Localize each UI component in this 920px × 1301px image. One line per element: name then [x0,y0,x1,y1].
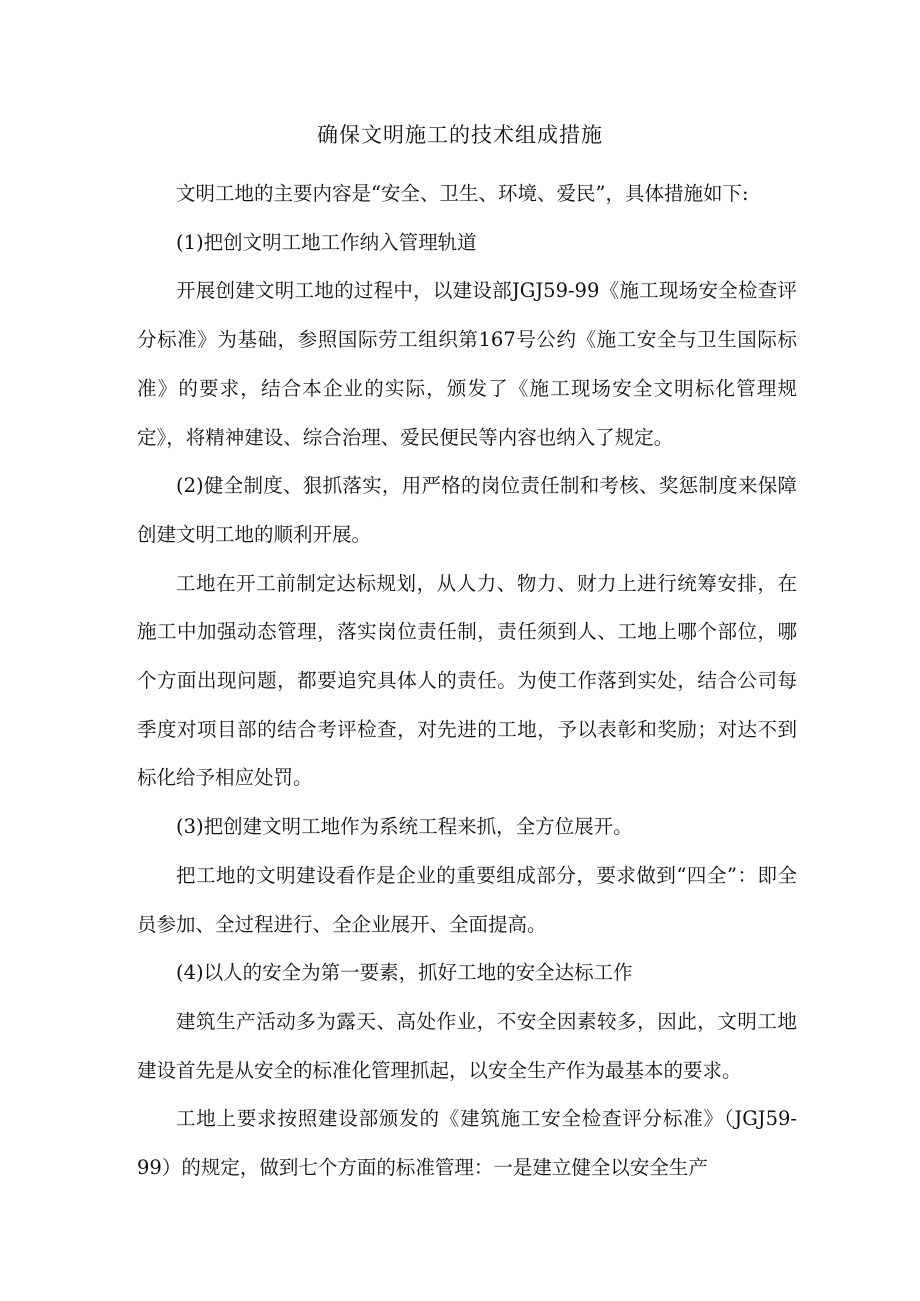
paragraph-intro: 文明工地的主要内容是“安全、卫生、环境、爱民”，具体措施如下: [176,182,749,205]
section-heading-3: (3)把创建文明工地作为系统工程来抓，全方位展开。 [176,815,633,839]
paragraph: 开展创建文明工地的过程中，以建设部JGJ59-99《施工现场安全检查评分标准》为基础，参照国际劳工组织第167号公约《施工安全与卫生国际标准》的要求，结合本企业的实际，颁发了《施工现场安全文明标化管理规定》，将精神建设、综合治理、爱民便民等内容也纳入了规定。 [137,279,797,449]
document-body [137,170,797,1193]
paragraph: 工地在开工前制定达标规划，从人力、物力、财力上进行统筹安排，在施工中加强动态管理，落实岗位责任制，责任须到人、工地上哪个部位，哪个方面出现问题，都要追究具体人的责任。为使工作落到实处，结合公司每季度对项目部的结合考评检查，对先进的工地，予以表彰和奖励；对达不到标化给予相应处罚。 [137,571,797,790]
section-heading-4: (4)以人的安全为第一要素，抓好工地的安全达标工作 [176,961,633,985]
section-heading-1: (1)把创文明工地工作纳入管理轨道 [176,230,477,254]
paragraph: 建筑生产活动多为露天、高处作业，不安全因素较多，因此，文明工地建设首先是从安全的标准化管理抓起，以安全生产作为最基本的要求。 [137,1009,797,1082]
section-heading-2: (2)健全制度、狠抓落实，用严格的岗位责任制和考核、奖惩制度来保障创建文明工地的顺利开展。 [137,474,797,546]
paragraph: 工地上要求按照建设部颁发的《建筑施工安全检查评分标准》（JGJ59-99）的规定，做到七个方面的标准管理：一是建立健全以安全生产 [137,1107,797,1180]
paragraph: 把工地的文明建设看作是企业的重要组成部分，要求做到“四全”：即全员参加、全过程进行、全企业展开、全面提高。 [137,863,797,936]
document-title: 确保文明施工的技术组成措施 [317,123,603,147]
